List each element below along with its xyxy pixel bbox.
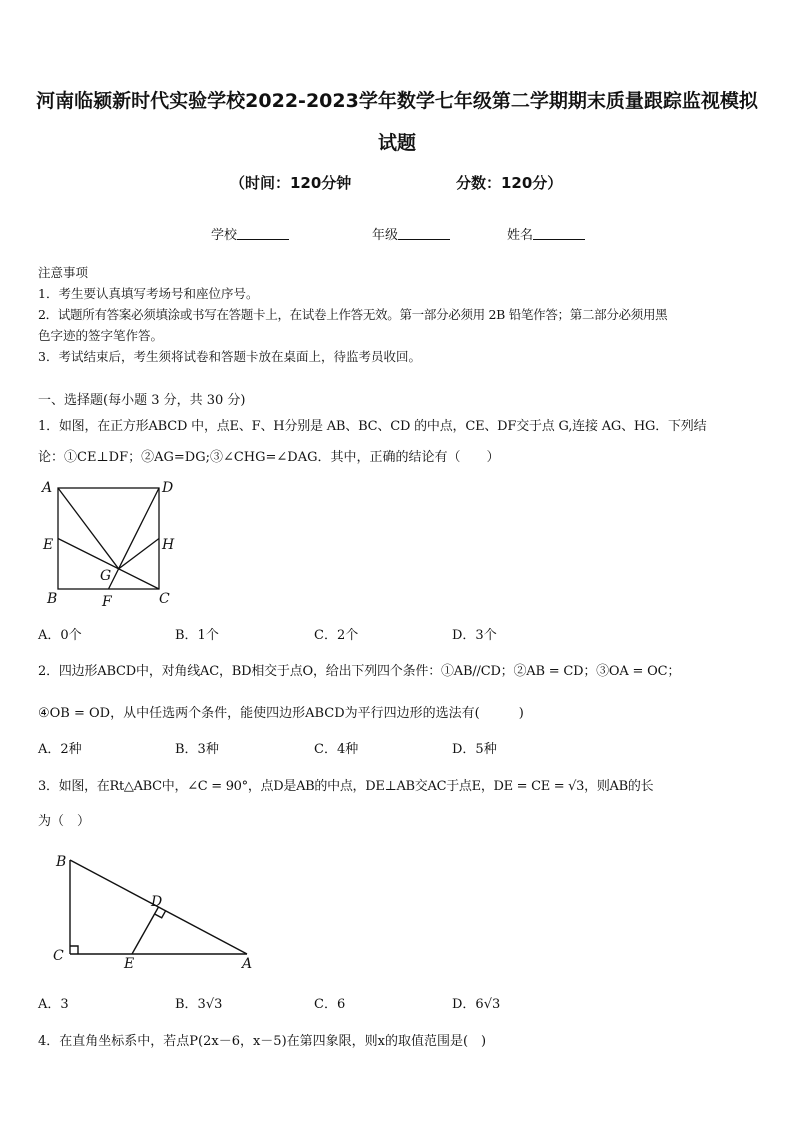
exam-title-line2: 试题 bbox=[377, 132, 416, 154]
q2-option-a[interactable]: A．2种 bbox=[38, 742, 82, 757]
q2-stem-line2: ④OB = OD，从中任选两个条件，能使四边形ABCD为平行四边形的选法有( ) bbox=[38, 706, 524, 721]
label-f: F bbox=[102, 594, 112, 610]
time-label: （时间：120分钟 bbox=[230, 174, 352, 192]
name-field[interactable] bbox=[507, 224, 585, 243]
label-c: C bbox=[53, 948, 64, 964]
q3-option-c[interactable]: C．6 bbox=[314, 997, 346, 1012]
q3-option-b[interactable]: B．3√3 bbox=[175, 997, 223, 1012]
q2-stem-line1: 2．四边形ABCD中，对角线AC，BD相交于点O，给出下列四个条件：①AB//CD；②AB = CD；③OA = OC； bbox=[38, 664, 681, 679]
q1-stem-line2: 论：①CE⊥DF；②AG=DG;③∠CHG=∠DAG．其中，正确的结论有（ ） bbox=[38, 450, 500, 465]
segment-ag bbox=[58, 488, 119, 569]
notes-heading: 注意事项 bbox=[38, 265, 89, 280]
label-b: B bbox=[56, 854, 67, 870]
q2-option-c[interactable]: C．4种 bbox=[314, 742, 359, 757]
school-blank[interactable] bbox=[237, 227, 289, 240]
q1-option-d[interactable]: D．3个 bbox=[452, 628, 497, 643]
q3-stem-line1: 3．如图，在Rt△ABC中，∠C = 90°，点D是AB的中点，DE⊥AB交AC于点E，DE = CE = √3，则AB的长 bbox=[38, 779, 654, 794]
grade-label: 年级 bbox=[372, 228, 399, 243]
notes-item-1: 1．考生要认真填写考场号和座位序号。 bbox=[38, 286, 259, 301]
label-d: D bbox=[151, 894, 163, 910]
name-blank[interactable] bbox=[533, 227, 585, 240]
score-label: 分数：120分） bbox=[456, 174, 563, 192]
q4-stem-line1: 4．在直角坐标系中，若点P(2x－6，x－5)在第四象限，则x的取值范围是( ) bbox=[38, 1034, 487, 1049]
q1-option-b[interactable]: B．1个 bbox=[175, 628, 219, 643]
school-field[interactable] bbox=[211, 224, 289, 243]
label-c: C bbox=[159, 591, 170, 607]
q1-option-a[interactable]: A．0个 bbox=[38, 628, 82, 643]
q2-option-b[interactable]: B．3种 bbox=[175, 742, 219, 757]
notes-item-3: 3．考试结束后，考生须将试卷和答题卡放在桌面上，待监考员收回。 bbox=[38, 349, 421, 364]
label-e: E bbox=[124, 956, 135, 970]
label-g: G bbox=[100, 568, 112, 584]
q3-option-d[interactable]: D．6√3 bbox=[452, 997, 501, 1012]
notes-item-2: 2．试题所有答案必须填涂或书写在答题卡上，在试卷上作答无效。第一部分必须用 2B 铅笔作答；第二部分必须用黑 bbox=[38, 307, 668, 322]
right-angle-c bbox=[70, 946, 78, 954]
name-label: 姓名 bbox=[507, 228, 534, 243]
q2-option-d[interactable]: D．5种 bbox=[452, 742, 497, 757]
section-heading: 一、选择题(每小题 3 分，共 30 分) bbox=[38, 393, 246, 408]
q3-triangle-figure bbox=[48, 848, 258, 970]
label-a: A bbox=[42, 480, 53, 496]
notes-item-2-cont: 色字迹的签字笔作答。 bbox=[38, 328, 164, 343]
q1-stem-line1: 1．如图，在正方形ABCD 中，点E、F、H分别是 AB、BC、CD 的中点，CE、DF交于点 G,连接 AG、HG．下列结 bbox=[38, 419, 707, 434]
grade-blank[interactable] bbox=[398, 227, 450, 240]
q3-stem-line2: 为（ ） bbox=[38, 814, 91, 829]
label-b: B bbox=[47, 591, 58, 607]
label-h: H bbox=[162, 537, 175, 553]
label-e: E bbox=[43, 537, 54, 553]
exam-title-line1: 河南临颍新时代实验学校2022-2023学年数学七年级第二学期期末质量跟踪监视模拟 bbox=[36, 90, 758, 112]
grade-field[interactable] bbox=[372, 224, 450, 243]
segment-df bbox=[109, 488, 160, 589]
label-a: A bbox=[242, 956, 253, 970]
label-d: D bbox=[162, 480, 174, 496]
segment-hg bbox=[119, 539, 159, 569]
segment-de bbox=[132, 907, 159, 954]
school-label: 学校 bbox=[211, 228, 238, 243]
q3-option-a[interactable]: A．3 bbox=[38, 997, 69, 1012]
q1-square-figure bbox=[38, 476, 188, 610]
q1-option-c[interactable]: C．2个 bbox=[314, 628, 359, 643]
